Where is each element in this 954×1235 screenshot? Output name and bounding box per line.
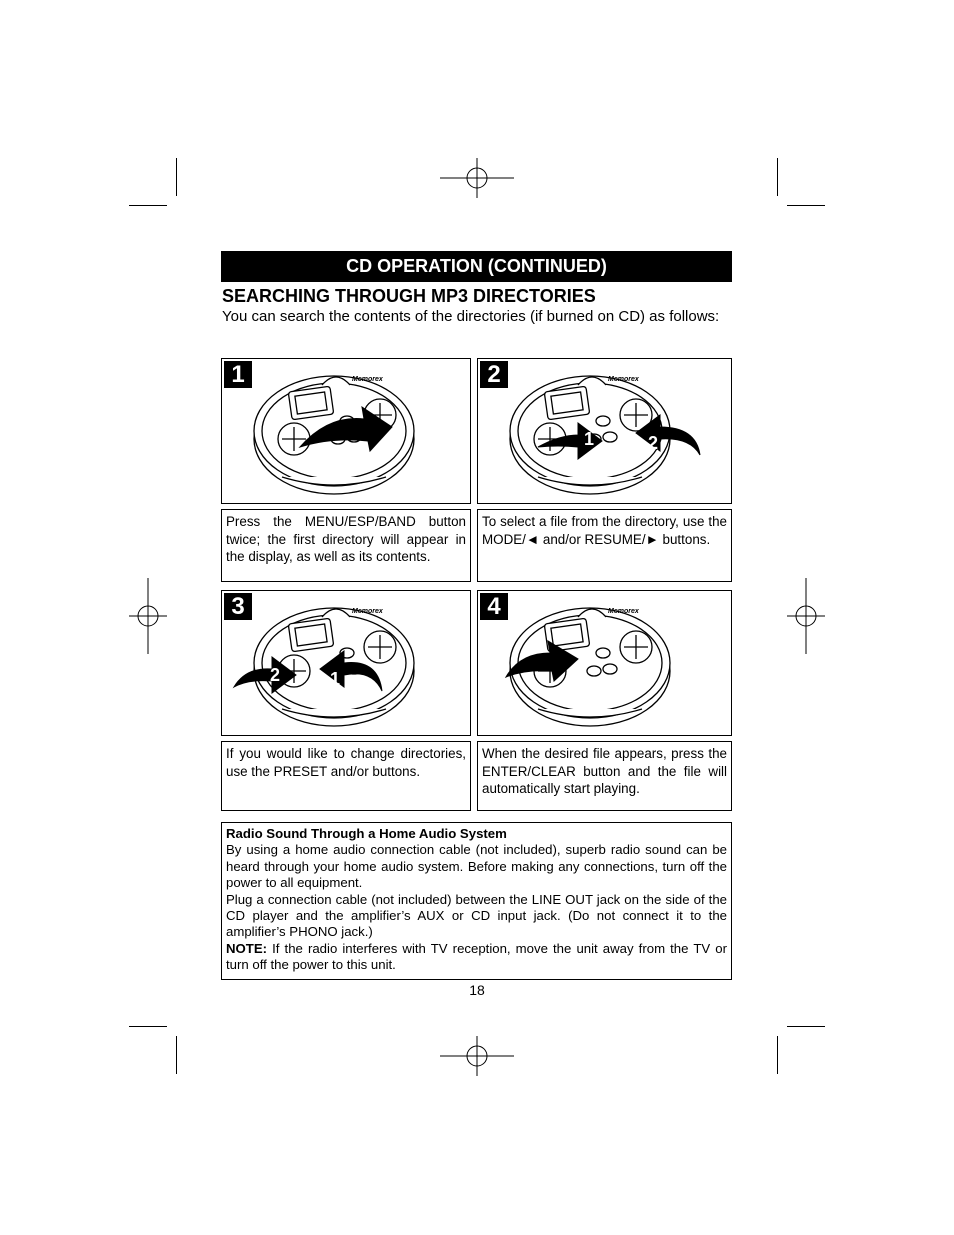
arrow-label: 2 bbox=[648, 433, 659, 453]
section-heading: SEARCHING THROUGH MP3 DIRECTORIES bbox=[222, 286, 596, 306]
page-number: 18 bbox=[469, 982, 485, 998]
brand-logo: Memorex bbox=[352, 376, 383, 383]
section-banner: CD OPERATION (CONTINUED) bbox=[221, 251, 732, 282]
step-3-illustration bbox=[221, 590, 471, 736]
radio-title: Radio Sound Through a Home Audio System bbox=[226, 826, 507, 841]
brand-logo: Memorex bbox=[608, 376, 639, 383]
radio-note bbox=[226, 941, 727, 974]
cd-player-illustration bbox=[478, 591, 731, 735]
step-1-caption: Press the MENU/ESP/BAND button twice; the first directory will appear in the display, as well as its contents. bbox=[221, 509, 471, 582]
cd-player-illustration bbox=[478, 359, 731, 503]
step-4-caption: When the desired file appears, press the ENTER/CLEAR button and the file will automatically start playing. bbox=[477, 741, 732, 811]
brand-logo: Memorex bbox=[608, 608, 639, 615]
step-3-caption: If you would like to change directories, use the PRESET and/or buttons. bbox=[221, 741, 471, 811]
step-4-illustration bbox=[477, 590, 732, 736]
arrow-label: 2 bbox=[270, 665, 281, 685]
brand-logo: Memorex bbox=[352, 608, 383, 615]
note-label: NOTE: bbox=[226, 940, 268, 956]
note-text: If the radio interferes with TV reception, move the unit away from the TV or turn off the power to this unit. bbox=[226, 940, 727, 973]
arrow-label: 1 bbox=[330, 669, 341, 689]
radio-paragraph-1: By using a home audio connection cable (not included), superb radio sound can be heard through your home audio system. Before making any connections, turn off the power to all equipment. bbox=[226, 842, 727, 891]
intro-text: You can search the contents of the directories (if burned on CD) as follows: bbox=[222, 308, 720, 325]
step-number: 4 bbox=[480, 593, 508, 620]
step-1-illustration bbox=[221, 358, 471, 504]
step-number: 2 bbox=[480, 361, 508, 388]
radio-paragraph-2: Plug a connection cable (not included) between the LINE OUT jack on the side of the CD player and the amplifier’s AUX or CD input jack. (Do not connect it to the amplifier’s PHONO jack.) bbox=[226, 891, 727, 940]
cd-player-illustration bbox=[222, 359, 470, 503]
step-number: 1 bbox=[224, 361, 252, 388]
step-2-caption: To select a file from the directory, use the MODE/◄ and/or RESUME/► buttons. bbox=[477, 509, 732, 582]
step-2-illustration bbox=[477, 358, 732, 504]
radio-sound-box bbox=[221, 822, 732, 980]
arrow-label: 1 bbox=[584, 429, 595, 449]
cd-player-illustration bbox=[222, 591, 470, 735]
step-number: 3 bbox=[224, 593, 252, 620]
